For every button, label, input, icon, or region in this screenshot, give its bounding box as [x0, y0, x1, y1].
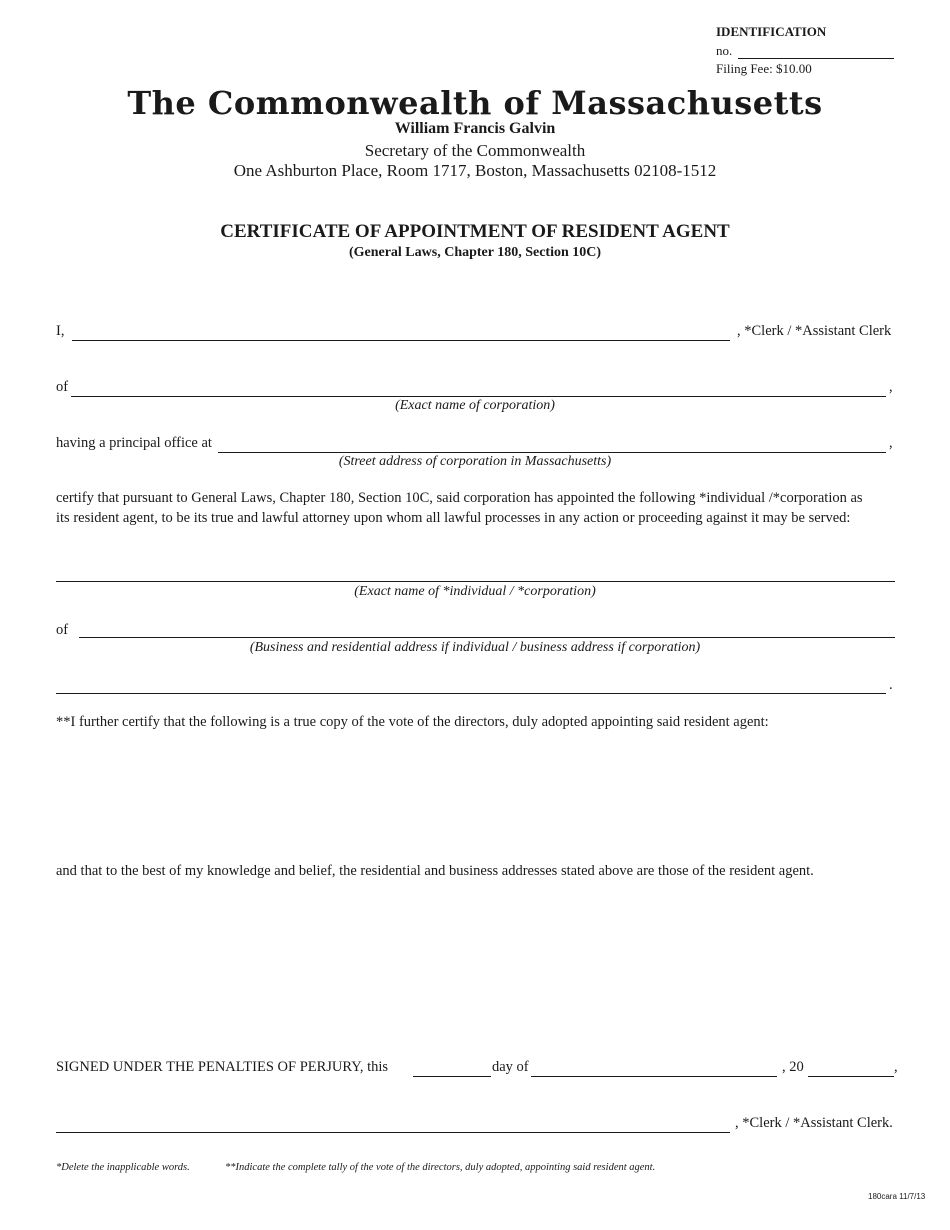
- street-address-caption: (Street address of corporation in Massachusetts): [338, 454, 612, 469]
- month-input[interactable]: [531, 1060, 777, 1077]
- agent-name-caption: (Exact name of *individual / *corporation): [354, 584, 596, 599]
- certificate-title: CERTIFICATE OF APPOINTMENT OF RESIDENT AGENT: [220, 221, 730, 242]
- agent-address-caption: (Business and residential address if individual / business address if corporation): [249, 640, 701, 655]
- certify-text-line2: its resident agent, to be its true and lawful attorney upon whom all lawful processes in any action or proceeding against it may be served:: [56, 510, 851, 526]
- signed-under-perjury-label: SIGNED UNDER THE PENALTIES OF PERJURY, this: [56, 1059, 389, 1075]
- agent-address-line2-input[interactable]: [56, 677, 886, 694]
- period: .: [889, 677, 893, 693]
- further-certify-text: **I further certify that the following is a true copy of the vote of the directors, duly adopted appointing said resident agent:: [56, 714, 769, 730]
- comma: ,: [889, 379, 893, 395]
- commonwealth-title: The Commonwealth of Massachusetts: [127, 84, 823, 122]
- footnote-vote-tally: **Indicate the complete tally of the vote of the directors, duly adopted, appointing said resident agent.: [225, 1162, 656, 1173]
- identification-label: IDENTIFICATION: [716, 24, 827, 39]
- signature-input[interactable]: [56, 1116, 730, 1133]
- secretary-title: Secretary of the Commonwealth: [364, 141, 586, 160]
- principal-office-input[interactable]: [218, 436, 886, 453]
- corporation-name-caption: (Exact name of corporation): [395, 398, 555, 413]
- certify-text-line1: certify that pursuant to General Laws, Chapter 180, Section 10C, said corporation has appointed the following *individual /*corporation as: [56, 490, 863, 506]
- footnote-delete-words: *Delete the inapplicable words.: [56, 1162, 190, 1173]
- principal-office-label: having a principal office at: [56, 435, 212, 451]
- identification-no-input[interactable]: [738, 42, 894, 59]
- clerk-name-input[interactable]: [72, 324, 730, 341]
- comma: ,: [889, 435, 893, 451]
- belief-statement: and that to the best of my knowledge and belief, the residential and business addresses stated above are those of the resident agent.: [56, 863, 814, 879]
- office-address: One Ashburton Place, Room 1717, Boston, Massachusetts 02108-1512: [233, 161, 717, 180]
- clerk-role-text: , *Clerk / *Assistant Clerk: [737, 323, 892, 339]
- trailing-comma: ,: [894, 1059, 898, 1075]
- agent-address-input[interactable]: [79, 621, 895, 638]
- corporation-name-input[interactable]: [71, 380, 886, 397]
- agent-of-label: of: [56, 622, 69, 638]
- day-input[interactable]: [413, 1060, 491, 1077]
- filing-fee: Filing Fee: $10.00: [716, 61, 812, 76]
- clerk-signature-role: , *Clerk / *Assistant Clerk.: [735, 1115, 893, 1131]
- i-label: I,: [56, 323, 65, 339]
- year-prefix: , 20: [782, 1059, 804, 1075]
- form-code: 180cara 11/7/13: [868, 1192, 926, 1201]
- agent-name-input[interactable]: [56, 565, 895, 582]
- certificate-subtitle: (General Laws, Chapter 180, Section 10C): [348, 245, 602, 260]
- identification-no-label: no.: [716, 43, 733, 58]
- secretary-name: William Francis Galvin: [394, 120, 556, 137]
- of-label: of: [56, 379, 69, 395]
- day-of-label: day of: [492, 1059, 529, 1075]
- vote-text-area[interactable]: [56, 740, 899, 854]
- year-input[interactable]: [808, 1060, 894, 1077]
